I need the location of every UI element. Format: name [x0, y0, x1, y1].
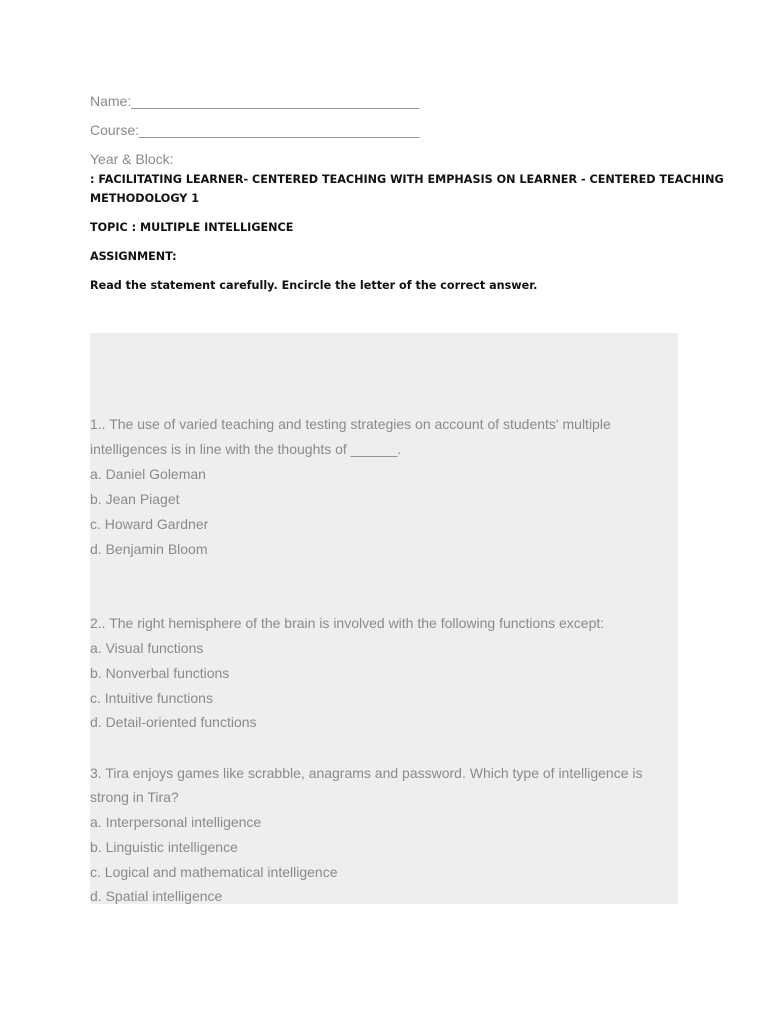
question-2-stem-line1: 2.. The right hemisphere of the brain is involved with the following functions except:: [90, 615, 605, 631]
question-1-stem-line1: 1.. The use of varied teaching and testing strategies on account of students' multiple: [90, 416, 611, 432]
subject-title-line2: METHODOLOGY 1: [90, 192, 200, 205]
question-2-choice-d: d. Detail-oriented functions: [90, 714, 257, 730]
question-3-choice-d: d. Spatial intelligence: [90, 888, 223, 904]
question-1-choice-d: d. Benjamin Bloom: [90, 541, 208, 557]
question-3-stem-line1: 3. Tira enjoys games like scrabble, anagrams and password. Which type of intelligence is: [90, 765, 643, 781]
assignment-heading: ASSIGNMENT:: [90, 250, 177, 263]
question-1-stem-line2: intelligences is in line with the thoughts of ______.: [90, 441, 402, 457]
topic-heading: TOPIC : MULTIPLE INTELLIGENCE: [90, 221, 294, 234]
question-2-choice-a: a. Visual functions: [90, 640, 204, 656]
subject-title-line1: : FACILITATING LEARNER- CENTERED TEACHING WITH EMPHASIS ON LEARNER - CENTERED TEACHING: [90, 173, 724, 186]
question-3-choice-a: a. Interpersonal intelligence: [90, 814, 262, 830]
question-1-choice-b: b. Jean Piaget: [90, 491, 180, 507]
question-2-choice-c: c. Intuitive functions: [90, 690, 213, 706]
year-block-field-label: Year & Block:: [90, 151, 174, 167]
question-1-choice-c: c. Howard Gardner: [90, 516, 209, 532]
question-3-choice-b: b. Linguistic intelligence: [90, 839, 238, 855]
question-3-choice-c: c. Logical and mathematical intelligence: [90, 864, 338, 880]
name-field-label: Name:_____________________________________: [90, 93, 420, 109]
question-3-stem-line2: strong in Tira?: [90, 789, 179, 805]
course-field-label: Course:____________________________________: [90, 122, 420, 138]
question-1-choice-a: a. Daniel Goleman: [90, 466, 206, 482]
instruction-text: Read the statement carefully. Encircle the letter of the correct answer.: [90, 279, 538, 292]
question-2-choice-b: b. Nonverbal functions: [90, 665, 230, 681]
